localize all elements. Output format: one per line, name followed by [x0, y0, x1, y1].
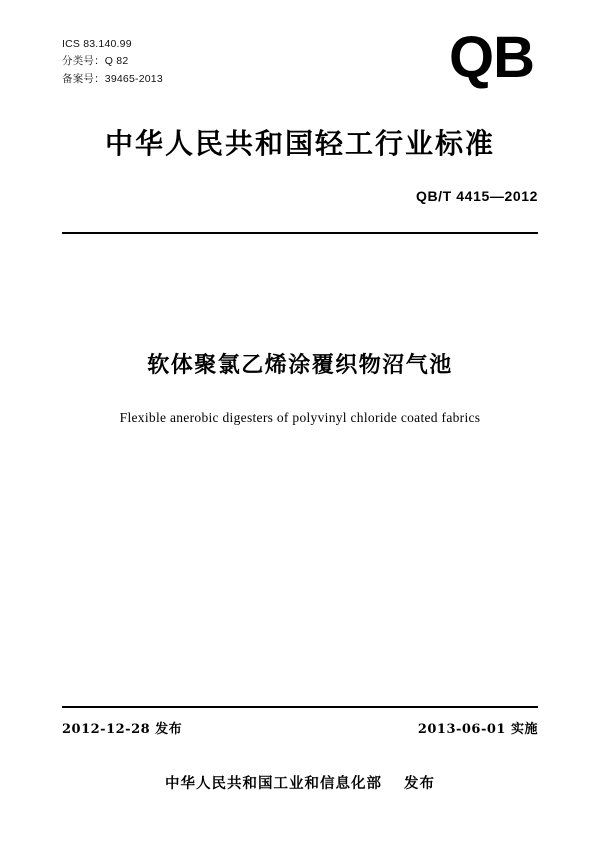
classification-number: 分类号：Q 82 — [62, 55, 129, 68]
standard-number: QB/T 4415—2012 — [415, 188, 538, 204]
document-title-chinese: 软体聚氯乙烯涂覆织物沼气池 — [147, 352, 453, 378]
page-title: 中华人民共和国轻工行业标准 — [104, 127, 495, 160]
dates-row — [62, 718, 538, 737]
ics-info-block — [62, 36, 163, 88]
ics-code: ICS 83.140.99 — [62, 38, 132, 50]
divider-top — [62, 232, 538, 234]
publisher-name: 中华人民共和国工业和信息化部 — [165, 775, 382, 792]
divider-bottom — [62, 706, 538, 708]
qb-logo: QB — [449, 25, 534, 90]
publisher-action: 发布 — [404, 775, 435, 792]
cover-header — [62, 25, 538, 90]
record-number: 备案号：39465-2013 — [62, 72, 163, 85]
effective-date: 2013-06-01 实施 — [417, 722, 538, 737]
issue-date: 2012-12-28 发布 — [62, 722, 183, 737]
document-title-english: Flexible anerobic digesters of polyvinyl chloride coated fabrics — [119, 410, 481, 425]
publisher-line — [0, 772, 600, 793]
